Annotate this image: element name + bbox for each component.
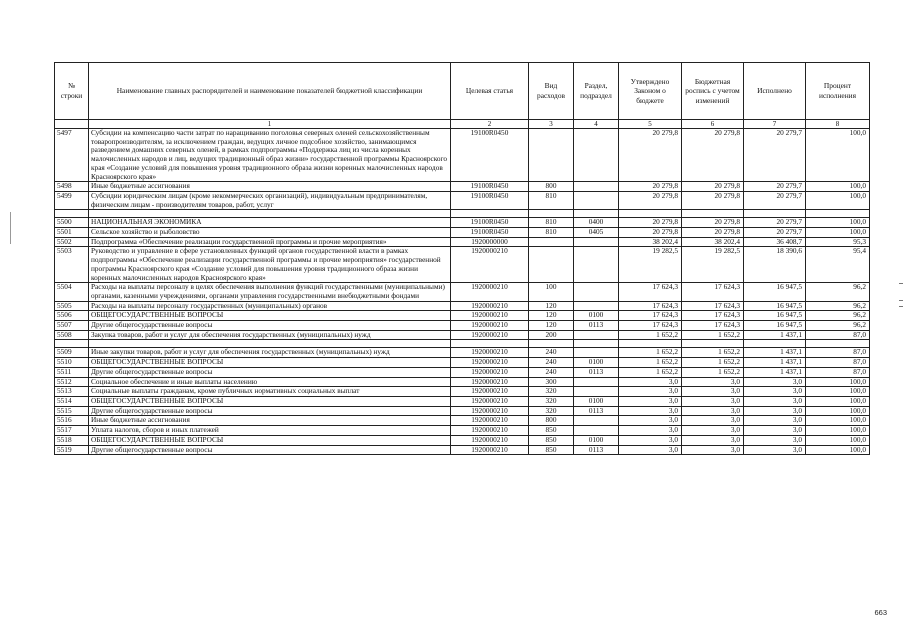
- row-approved: 20 279,8: [619, 218, 682, 228]
- budget-table-container: [54, 62, 869, 455]
- row-executed: 18 390,6: [744, 247, 806, 283]
- row-percent: 96,2: [806, 311, 870, 321]
- spacer-cell: [451, 210, 529, 218]
- spacer-cell: [744, 210, 806, 218]
- row-target-article: 1920000210: [451, 301, 529, 311]
- row-name: Иные закупки товаров, работ и услуг для обеспечения государственных (муниципальных) нужд: [89, 348, 451, 358]
- row-expense-type: 120: [529, 301, 574, 311]
- scan-artifact-mark: [899, 300, 903, 301]
- row-budget: 3,0: [682, 406, 744, 416]
- row-section: [574, 237, 619, 247]
- row-percent: 95,4: [806, 247, 870, 283]
- scan-artifact-line: [10, 212, 11, 244]
- row-approved: 3,0: [619, 387, 682, 397]
- row-executed: 3,0: [744, 387, 806, 397]
- row-target-article: 1920000210: [451, 416, 529, 426]
- row-approved: 3,0: [619, 435, 682, 445]
- row-executed: 1 437,1: [744, 330, 806, 340]
- row-percent: 87,0: [806, 358, 870, 368]
- row-number: 5497: [55, 129, 89, 182]
- row-percent: 100,0: [806, 396, 870, 406]
- row-name: ОБЩЕГОСУДАРСТВЕННЫЕ ВОПРОСЫ: [89, 435, 451, 445]
- row-target-article: 19100R0450: [451, 182, 529, 192]
- table-row: [55, 321, 870, 331]
- row-target-article: 1920000210: [451, 426, 529, 436]
- table-row: [55, 416, 870, 426]
- table-row: [55, 283, 870, 301]
- row-executed: 20 279,7: [744, 218, 806, 228]
- row-executed: 3,0: [744, 377, 806, 387]
- row-expense-type: [529, 129, 574, 182]
- row-executed: 36 408,7: [744, 237, 806, 247]
- row-budget: 3,0: [682, 435, 744, 445]
- spacer-cell: [806, 340, 870, 348]
- budget-table: [54, 62, 870, 455]
- row-budget: 3,0: [682, 416, 744, 426]
- spacer-cell: [529, 340, 574, 348]
- row-name: Другие общегосударственные вопросы: [89, 406, 451, 416]
- row-name: Расходы на выплаты персоналу в целях обеспечения выполнения функций государственными (муниципальными) органами, казенными учреждениями, органами управления государственными внебюджетными фондами: [89, 283, 451, 301]
- row-expense-type: 100: [529, 283, 574, 301]
- row-name: Социальное обеспечение и иные выплаты населению: [89, 377, 451, 387]
- row-expense-type: 850: [529, 426, 574, 436]
- table-row: [55, 406, 870, 416]
- row-budget: 20 279,8: [682, 191, 744, 209]
- row-name: Закупка товаров, работ и услуг для обеспечения государственных (муниципальных) нужд: [89, 330, 451, 340]
- row-approved: 3,0: [619, 426, 682, 436]
- row-name: Подпрограмма «Обеспечение реализации государственной программы и прочие мероприятия»: [89, 237, 451, 247]
- row-executed: 3,0: [744, 406, 806, 416]
- header-approved: Утверждено Законом о бюджете: [619, 63, 682, 120]
- spacer-cell: [451, 340, 529, 348]
- row-approved: 1 652,2: [619, 358, 682, 368]
- row-budget: 20 279,8: [682, 228, 744, 238]
- row-percent: 96,2: [806, 301, 870, 311]
- row-section: [574, 416, 619, 426]
- spacer-cell: [619, 340, 682, 348]
- row-percent: 100,0: [806, 435, 870, 445]
- row-percent: 100,0: [806, 191, 870, 209]
- row-name: Сельское хозяйство и рыболовство: [89, 228, 451, 238]
- row-budget: 3,0: [682, 445, 744, 455]
- column-number: 2: [451, 120, 529, 129]
- row-section: [574, 330, 619, 340]
- row-name: ОБЩЕГОСУДАРСТВЕННЫЕ ВОПРОСЫ: [89, 311, 451, 321]
- row-number: 5510: [55, 358, 89, 368]
- row-percent: 100,0: [806, 406, 870, 416]
- row-section: 0100: [574, 311, 619, 321]
- row-target-article: 1920000210: [451, 396, 529, 406]
- column-number: 5: [619, 120, 682, 129]
- row-number: 5502: [55, 237, 89, 247]
- row-name: Другие общегосударственные вопросы: [89, 445, 451, 455]
- row-number: 5505: [55, 301, 89, 311]
- row-approved: 3,0: [619, 377, 682, 387]
- spacer-cell: [529, 210, 574, 218]
- row-budget: 3,0: [682, 377, 744, 387]
- row-expense-type: 320: [529, 406, 574, 416]
- row-approved: 3,0: [619, 416, 682, 426]
- row-approved: 3,0: [619, 406, 682, 416]
- row-target-article: 1920000210: [451, 348, 529, 358]
- row-executed: 1 437,1: [744, 348, 806, 358]
- row-expense-type: 120: [529, 311, 574, 321]
- row-budget: 20 279,8: [682, 218, 744, 228]
- row-expense-type: 320: [529, 396, 574, 406]
- header-type: Вид расходов: [529, 63, 574, 120]
- row-target-article: 1920000210: [451, 330, 529, 340]
- row-target-article: 1920000210: [451, 358, 529, 368]
- row-approved: 17 624,3: [619, 301, 682, 311]
- row-section: [574, 377, 619, 387]
- spacer-cell: [682, 210, 744, 218]
- row-expense-type: 200: [529, 330, 574, 340]
- row-section: [574, 191, 619, 209]
- row-number: 5508: [55, 330, 89, 340]
- row-section: [574, 301, 619, 311]
- row-budget: 17 624,3: [682, 283, 744, 301]
- spacer-cell: [55, 210, 89, 218]
- column-number: 4: [574, 120, 619, 129]
- row-percent: 100,0: [806, 182, 870, 192]
- row-percent: 96,2: [806, 283, 870, 301]
- spacer-cell: [89, 210, 451, 218]
- row-expense-type: 800: [529, 416, 574, 426]
- row-expense-type: 810: [529, 191, 574, 209]
- spacer-cell: [682, 340, 744, 348]
- row-approved: 17 624,3: [619, 311, 682, 321]
- row-target-article: 19100R0450: [451, 218, 529, 228]
- row-number: 5507: [55, 321, 89, 331]
- row-number: 5515: [55, 406, 89, 416]
- row-number: 5503: [55, 247, 89, 283]
- scan-artifact-mark: [899, 283, 903, 284]
- row-number: 5518: [55, 435, 89, 445]
- row-section: 0100: [574, 358, 619, 368]
- row-number: 5513: [55, 387, 89, 397]
- table-header-row: [55, 63, 870, 120]
- row-name: Субсидии юридическим лицам (кроме некоммерческих организаций), индивидуальным предпринимателям, физическим лицам - производителям товаров, работ, услуг: [89, 191, 451, 209]
- row-section: 0405: [574, 228, 619, 238]
- row-approved: 20 279,8: [619, 129, 682, 182]
- table-row: [55, 247, 870, 283]
- row-percent: 87,0: [806, 330, 870, 340]
- row-expense-type: 320: [529, 387, 574, 397]
- header-section: Раздел, подраздел: [574, 63, 619, 120]
- row-target-article: 1920000210: [451, 321, 529, 331]
- row-approved: 20 279,8: [619, 228, 682, 238]
- table-row: [55, 330, 870, 340]
- spacer-row: [55, 210, 870, 218]
- row-number: 5499: [55, 191, 89, 209]
- row-section: 0100: [574, 435, 619, 445]
- spacer-cell: [806, 210, 870, 218]
- row-name: Другие общегосударственные вопросы: [89, 321, 451, 331]
- row-budget: 17 624,3: [682, 321, 744, 331]
- row-executed: 3,0: [744, 445, 806, 455]
- row-percent: 96,2: [806, 321, 870, 331]
- row-target-article: 1920000210: [451, 387, 529, 397]
- table-row: [55, 182, 870, 192]
- row-name: Расходы на выплаты персоналу государственных (муниципальных) органов: [89, 301, 451, 311]
- table-row: [55, 301, 870, 311]
- column-number: 3: [529, 120, 574, 129]
- row-budget: 1 652,2: [682, 367, 744, 377]
- spacer-row: [55, 340, 870, 348]
- header-name: Наименование главных распорядителей и наименование показателей бюджетной классификации: [89, 63, 451, 120]
- row-target-article: 1920000210: [451, 283, 529, 301]
- row-budget: 20 279,8: [682, 182, 744, 192]
- row-budget: 3,0: [682, 426, 744, 436]
- spacer-cell: [55, 340, 89, 348]
- column-number: 1: [89, 120, 451, 129]
- row-section: 0400: [574, 218, 619, 228]
- row-executed: 16 947,5: [744, 311, 806, 321]
- row-expense-type: 120: [529, 321, 574, 331]
- row-approved: 20 279,8: [619, 191, 682, 209]
- row-executed: 3,0: [744, 435, 806, 445]
- row-budget: 17 624,3: [682, 301, 744, 311]
- row-target-article: 19100R0450: [451, 228, 529, 238]
- spacer-cell: [574, 340, 619, 348]
- row-budget: 1 652,2: [682, 358, 744, 368]
- row-name: Иные бюджетные ассигнования: [89, 416, 451, 426]
- row-percent: 95,3: [806, 237, 870, 247]
- table-row: [55, 358, 870, 368]
- row-expense-type: 240: [529, 348, 574, 358]
- row-number: 5516: [55, 416, 89, 426]
- table-row: [55, 348, 870, 358]
- spacer-cell: [744, 340, 806, 348]
- column-number: 6: [682, 120, 744, 129]
- row-section: [574, 387, 619, 397]
- row-percent: 100,0: [806, 387, 870, 397]
- row-budget: 3,0: [682, 387, 744, 397]
- row-executed: 1 437,1: [744, 358, 806, 368]
- row-name: НАЦИОНАЛЬНАЯ ЭКОНОМИКА: [89, 218, 451, 228]
- row-budget: 3,0: [682, 396, 744, 406]
- row-name: ОБЩЕГОСУДАРСТВЕННЫЕ ВОПРОСЫ: [89, 396, 451, 406]
- table-row: [55, 387, 870, 397]
- table-row: [55, 129, 870, 182]
- row-executed: 20 279,7: [744, 228, 806, 238]
- row-section: [574, 426, 619, 436]
- row-executed: 3,0: [744, 416, 806, 426]
- table-row: [55, 426, 870, 436]
- row-section: [574, 129, 619, 182]
- column-number-row: [55, 120, 870, 129]
- row-budget: 19 282,5: [682, 247, 744, 283]
- table-body: [55, 129, 870, 455]
- row-executed: 16 947,5: [744, 301, 806, 311]
- row-section: [574, 283, 619, 301]
- row-name: Иные бюджетные ассигнования: [89, 182, 451, 192]
- row-expense-type: [529, 247, 574, 283]
- row-executed: 1 437,1: [744, 367, 806, 377]
- row-number: 5504: [55, 283, 89, 301]
- row-percent: 100,0: [806, 228, 870, 238]
- row-executed: 20 279,7: [744, 191, 806, 209]
- row-target-article: 1920000210: [451, 367, 529, 377]
- column-number: 8: [806, 120, 870, 129]
- row-section: 0113: [574, 445, 619, 455]
- row-target-article: 19100R0450: [451, 129, 529, 182]
- row-name: Уплата налогов, сборов и иных платежей: [89, 426, 451, 436]
- table-row: [55, 228, 870, 238]
- row-budget: 17 624,3: [682, 311, 744, 321]
- row-number: 5498: [55, 182, 89, 192]
- row-target-article: 1920000210: [451, 311, 529, 321]
- row-approved: 17 624,3: [619, 321, 682, 331]
- row-name: Субсидии на компенсацию части затрат по наращиванию поголовья северных оленей сельскохозяйственным товаропроизводителям, за исключением граждан, ведущих личное подсобное хозяйство, занимающимся разведением домашних северных оленей, в рамках подпрограммы «Поддержка лиц из числа коренных малочисленных народов и лиц, ведущих традиционный образ жизни» государственной программы Красноярского края «Создание условий для повышения уровня традиционного образа жизни коренных малочисленных народов Красноярского края»: [89, 129, 451, 182]
- row-section: [574, 348, 619, 358]
- row-approved: 38 202,4: [619, 237, 682, 247]
- header-target: Целевая статья: [451, 63, 529, 120]
- row-section: 0113: [574, 406, 619, 416]
- row-number: 5500: [55, 218, 89, 228]
- column-number-blank: [55, 120, 89, 129]
- row-number: 5514: [55, 396, 89, 406]
- row-budget: 1 652,2: [682, 348, 744, 358]
- row-expense-type: 240: [529, 367, 574, 377]
- row-approved: 1 652,2: [619, 367, 682, 377]
- table-row: [55, 377, 870, 387]
- row-expense-type: 800: [529, 182, 574, 192]
- row-target-article: 1920000210: [451, 445, 529, 455]
- table-row: [55, 191, 870, 209]
- row-target-article: 1920000210: [451, 406, 529, 416]
- row-expense-type: [529, 237, 574, 247]
- row-executed: 20 279,7: [744, 182, 806, 192]
- row-executed: 16 947,5: [744, 283, 806, 301]
- row-expense-type: 240: [529, 358, 574, 368]
- row-percent: 87,0: [806, 367, 870, 377]
- row-budget: 1 652,2: [682, 330, 744, 340]
- row-section: 0100: [574, 396, 619, 406]
- row-percent: 100,0: [806, 445, 870, 455]
- row-executed: 16 947,5: [744, 321, 806, 331]
- table-row: [55, 396, 870, 406]
- table-row: [55, 218, 870, 228]
- row-expense-type: 810: [529, 228, 574, 238]
- row-name: Социальные выплаты гражданам, кроме публичных нормативных социальных выплат: [89, 387, 451, 397]
- row-percent: 100,0: [806, 218, 870, 228]
- row-section: [574, 182, 619, 192]
- row-name: ОБЩЕГОСУДАРСТВЕННЫЕ ВОПРОСЫ: [89, 358, 451, 368]
- row-number: 5506: [55, 311, 89, 321]
- row-name: Другие общегосударственные вопросы: [89, 367, 451, 377]
- row-approved: 19 282,5: [619, 247, 682, 283]
- header-executed: Исполнено: [744, 63, 806, 120]
- row-number: 5509: [55, 348, 89, 358]
- row-number: 5517: [55, 426, 89, 436]
- row-number: 5519: [55, 445, 89, 455]
- row-section: 0113: [574, 367, 619, 377]
- row-percent: 100,0: [806, 426, 870, 436]
- row-target-article: 1920000000: [451, 237, 529, 247]
- row-target-article: 1920000210: [451, 377, 529, 387]
- row-approved: 1 652,2: [619, 330, 682, 340]
- row-section: 0113: [574, 321, 619, 331]
- row-name: Руководство и управление в сфере установленных функций органов государственной власти в рамках подпрограммы «Обеспечение реализации государственной программы и прочие мероприятия» государственной программы Красноярского края «Создание условий для повышения уровня традиционного образа жизни коренных малочисленных народов Красноярского края»: [89, 247, 451, 283]
- row-approved: 3,0: [619, 396, 682, 406]
- row-target-article: 19100R0450: [451, 191, 529, 209]
- header-budget: Бюджетная роспись с учетом изменений: [682, 63, 744, 120]
- row-expense-type: 850: [529, 435, 574, 445]
- table-row: [55, 445, 870, 455]
- row-section: [574, 247, 619, 283]
- header-row-no: № строки: [55, 63, 89, 120]
- row-percent: 100,0: [806, 129, 870, 182]
- row-budget: 38 202,4: [682, 237, 744, 247]
- header-percent: Процент исполнения: [806, 63, 870, 120]
- row-executed: 20 279,7: [744, 129, 806, 182]
- row-expense-type: 810: [529, 218, 574, 228]
- row-approved: 17 624,3: [619, 283, 682, 301]
- spacer-cell: [619, 210, 682, 218]
- table-row: [55, 237, 870, 247]
- row-percent: 100,0: [806, 377, 870, 387]
- row-executed: 3,0: [744, 426, 806, 436]
- row-number: 5511: [55, 367, 89, 377]
- row-approved: 1 652,2: [619, 348, 682, 358]
- row-percent: 100,0: [806, 416, 870, 426]
- row-number: 5501: [55, 228, 89, 238]
- spacer-cell: [574, 210, 619, 218]
- table-row: [55, 311, 870, 321]
- row-budget: 20 279,8: [682, 129, 744, 182]
- row-target-article: 1920000210: [451, 435, 529, 445]
- row-percent: 87,0: [806, 348, 870, 358]
- column-number: 7: [744, 120, 806, 129]
- table-row: [55, 435, 870, 445]
- row-executed: 3,0: [744, 396, 806, 406]
- table-row: [55, 367, 870, 377]
- page-number: 663: [874, 608, 887, 617]
- row-approved: 3,0: [619, 445, 682, 455]
- row-target-article: 1920000210: [451, 247, 529, 283]
- row-approved: 20 279,8: [619, 182, 682, 192]
- row-expense-type: 850: [529, 445, 574, 455]
- spacer-cell: [89, 340, 451, 348]
- scan-artifact-mark: [899, 306, 903, 307]
- row-number: 5512: [55, 377, 89, 387]
- row-expense-type: 300: [529, 377, 574, 387]
